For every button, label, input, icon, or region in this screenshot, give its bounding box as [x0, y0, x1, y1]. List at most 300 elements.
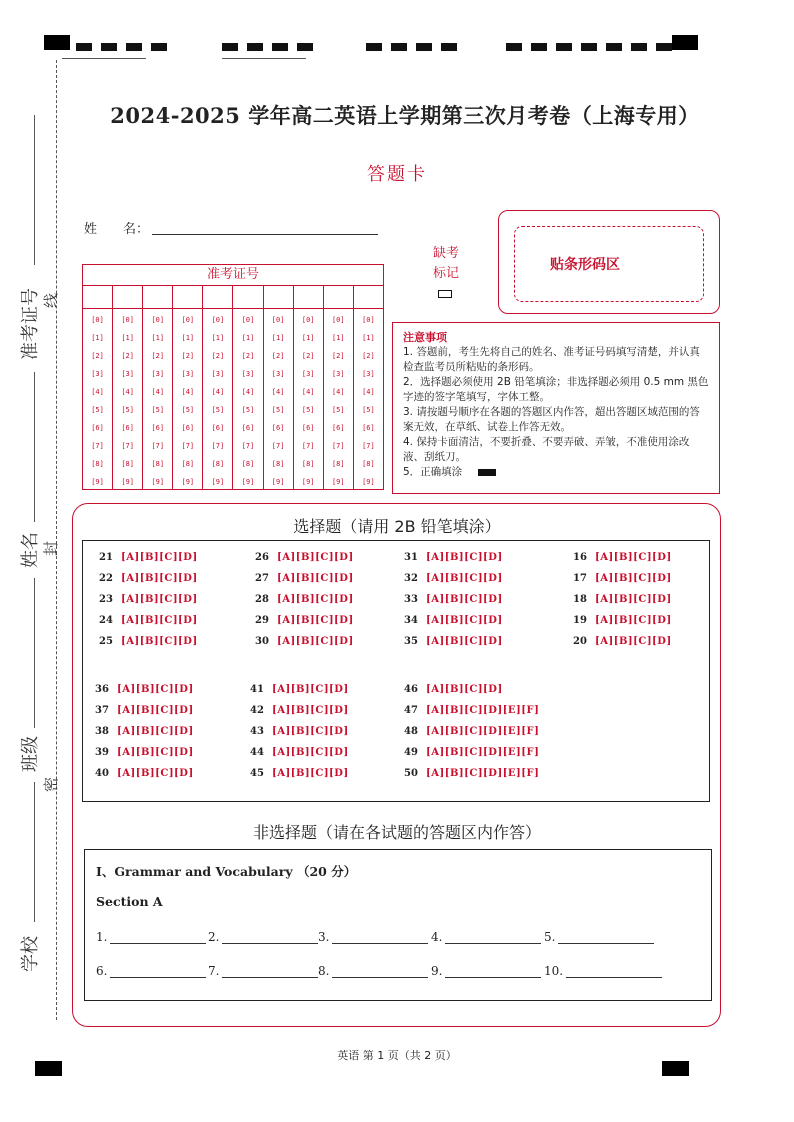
blank-number: 4.	[431, 930, 443, 944]
mc-question-number: 31	[404, 552, 418, 563]
exam-id-write-cell[interactable]	[143, 286, 172, 309]
instruction-item: 4. 保持卡面清洁，不要折叠、不要弄破、弄皱，不准使用涂改液、刮纸刀。	[403, 436, 690, 463]
exam-id-bubble[interactable]: [4]	[181, 388, 195, 396]
section-a-heading: Section A	[96, 894, 163, 909]
mc-answer-bubbles[interactable]: [A][B][C][D]	[426, 684, 503, 695]
mc-answer-bubbles[interactable]: [A][B][C][D]	[277, 594, 354, 605]
mc-answer-bubbles[interactable]: [A][B][C][D]	[272, 684, 349, 695]
exam-id-bubble[interactable]: [6]	[181, 424, 195, 432]
exam-id-bubble[interactable]: [7]	[151, 442, 165, 450]
exam-id-bubble[interactable]: [2]	[331, 352, 345, 360]
mc-question-row	[95, 726, 194, 737]
answer-blank	[318, 930, 428, 944]
exam-id-bubble[interactable]: [6]	[271, 424, 285, 432]
corner-mark-bottom-right	[662, 1061, 689, 1076]
mc-question-row	[250, 684, 349, 695]
corner-mark-bottom-left	[35, 1061, 62, 1076]
mc-answer-bubbles[interactable]: [A][B][C][D]	[426, 552, 503, 563]
exam-id-bubble[interactable]: [4]	[362, 388, 375, 396]
mc-answer-bubbles[interactable]: [A][B][C][D]	[117, 705, 194, 716]
corner-mark-top-right	[672, 35, 698, 50]
mc-question-number: 22	[99, 573, 113, 584]
mc-question-number: 46	[404, 684, 418, 695]
mc-answer-bubbles[interactable]: [A][B][C][D]	[277, 552, 354, 563]
mc-question-number: 20	[573, 636, 587, 647]
mc-answer-bubbles[interactable]: [A][B][C][D]	[426, 636, 503, 647]
blank-answer-line[interactable]	[332, 931, 428, 944]
mc-question-number: 49	[404, 747, 418, 758]
exam-id-column	[354, 286, 383, 490]
mc-question-row	[573, 594, 672, 605]
mc-answer-bubbles[interactable]: [A][B][C][D][E][F]	[426, 747, 540, 758]
mc-question-number: 50	[404, 768, 418, 779]
mc-question-number: 44	[250, 747, 264, 758]
exam-id-bubble[interactable]: [0]	[271, 316, 285, 324]
exam-id-bubble[interactable]: [6]	[211, 424, 225, 432]
exam-id-bubble[interactable]: [4]	[211, 388, 225, 396]
exam-id-bubble[interactable]: [9]	[211, 478, 225, 486]
mc-answer-bubbles[interactable]: [A][B][C][D]	[272, 726, 349, 737]
barcode-label: 贴条形码区	[550, 257, 620, 273]
mc-question-row	[255, 552, 354, 563]
mc-question-row	[573, 615, 672, 626]
exam-id-bubble[interactable]: [1]	[121, 334, 134, 342]
exam-id-bubble[interactable]: [1]	[362, 334, 375, 342]
exam-id-bubble[interactable]: [9]	[151, 478, 165, 486]
exam-id-bubble[interactable]: [1]	[181, 334, 195, 342]
mc-question-number: 18	[573, 594, 587, 605]
mc-question-number: 29	[255, 615, 269, 626]
exam-id-bubble[interactable]: [4]	[121, 388, 134, 396]
blank-answer-line[interactable]	[222, 965, 318, 978]
mc-question-number: 17	[573, 573, 587, 584]
instruction-item: 1. 答题前，考生先将自己的姓名、准考证号码填写清楚，并认真检查监考员所粘贴的条形码。	[403, 346, 700, 373]
mc-question-row	[404, 684, 503, 695]
timing-mark	[247, 43, 263, 51]
exam-id-bubble[interactable]: [6]	[331, 424, 345, 432]
mc-question-number: 45	[250, 768, 264, 779]
exam-id-bubble[interactable]: [5]	[362, 406, 375, 414]
mc-answer-bubbles[interactable]: [A][B][C][D]	[426, 615, 503, 626]
side-underline-class	[34, 578, 35, 728]
mc-answer-bubbles[interactable]: [A][B][C][D]	[595, 573, 672, 584]
side-label-seal: 封	[42, 540, 60, 556]
instructions-box	[392, 322, 720, 494]
grammar-vocab-heading: I、Grammar and Vocabulary （20 分）	[96, 864, 357, 879]
exam-id-bubble[interactable]: [2]	[362, 352, 375, 360]
exam-id-bubble[interactable]: [6]	[241, 424, 255, 432]
exam-id-bubble[interactable]: [9]	[91, 478, 104, 486]
exam-id-bubble[interactable]: [3]	[241, 370, 255, 378]
mc-question-row	[95, 768, 194, 779]
mc-question-number: 25	[99, 636, 113, 647]
exam-id-bubble[interactable]: [4]	[271, 388, 285, 396]
exam-id-bubble[interactable]: [4]	[301, 388, 315, 396]
exam-id-bubble[interactable]: [3]	[211, 370, 225, 378]
mc-question-number: 35	[404, 636, 418, 647]
exam-id-bubble[interactable]: [5]	[151, 406, 165, 414]
blank-answer-line[interactable]	[110, 965, 206, 978]
exam-id-bubble[interactable]: [5]	[211, 406, 225, 414]
blank-answer-line[interactable]	[558, 931, 654, 944]
mc-question-row	[255, 615, 354, 626]
exam-id-bubble[interactable]: [7]	[91, 442, 104, 450]
blank-number: 9.	[431, 964, 443, 978]
exam-id-bubble[interactable]: [5]	[91, 406, 104, 414]
mc-answer-bubbles[interactable]: [A][B][C][D]	[272, 747, 349, 758]
mc-question-row	[95, 747, 194, 758]
exam-id-bubble[interactable]: [6]	[121, 424, 134, 432]
mc-question-number: 27	[255, 573, 269, 584]
instructions-heading: 注意事项	[403, 331, 447, 344]
blank-number: 1.	[96, 930, 108, 944]
exam-id-bubble[interactable]: [7]	[181, 442, 195, 450]
exam-id-bubble[interactable]: [5]	[121, 406, 134, 414]
blank-number: 3.	[318, 930, 330, 944]
exam-id-write-cell[interactable]	[294, 286, 323, 309]
exam-id-bubble[interactable]: [7]	[301, 442, 315, 450]
exam-id-column	[173, 286, 203, 490]
side-label-line: 线	[42, 292, 60, 308]
side-underline-exam-id	[34, 115, 35, 265]
exam-id-bubble[interactable]: [3]	[181, 370, 195, 378]
fill-sample-mark	[478, 469, 496, 476]
exam-id-bubble[interactable]: [5]	[331, 406, 345, 414]
page-title: 2024-2025 学年高二英语上学期第三次月考卷（上海专用）	[110, 103, 700, 128]
absent-label	[430, 244, 462, 284]
exam-id-bubble[interactable]: [0]	[211, 316, 225, 324]
exam-id-bubble[interactable]: [1]	[301, 334, 315, 342]
exam-id-bubble[interactable]: [8]	[181, 460, 195, 468]
mc-answer-bubbles[interactable]: [A][B][C][D]	[121, 552, 198, 563]
mc-answer-bubbles[interactable]: [A][B][C][D][E][F]	[426, 705, 540, 716]
exam-id-bubble[interactable]: [9]	[301, 478, 315, 486]
instruction-item-5: 5．正确填涂	[403, 466, 463, 478]
mc-question-number: 48	[404, 726, 418, 737]
timing-mark	[222, 43, 238, 51]
exam-id-bubble[interactable]: [4]	[241, 388, 255, 396]
mc-question-number: 33	[404, 594, 418, 605]
timing-mark	[556, 43, 572, 51]
mc-question-row	[573, 573, 672, 584]
exam-id-bubble[interactable]: [6]	[301, 424, 315, 432]
corner-mark-top-left	[44, 35, 70, 50]
mc-question-number: 40	[95, 768, 109, 779]
exam-id-bubble[interactable]: [5]	[301, 406, 315, 414]
exam-id-bubble[interactable]: [2]	[271, 352, 285, 360]
side-label-class: 班级	[20, 736, 41, 772]
exam-id-bubble[interactable]: [8]	[331, 460, 345, 468]
mc-answer-bubbles[interactable]: [A][B][C][D]	[117, 768, 194, 779]
timing-mark	[297, 43, 313, 51]
mc-question-number: 19	[573, 615, 587, 626]
mc-answer-bubbles[interactable]: [A][B][C][D]	[277, 573, 354, 584]
exam-id-bubble[interactable]: [1]	[241, 334, 255, 342]
exam-id-bubble[interactable]: [0]	[151, 316, 165, 324]
mc-question-row	[95, 684, 194, 695]
blank-number: 10.	[544, 964, 564, 978]
exam-id-bubble[interactable]: [7]	[121, 442, 134, 450]
timing-mark	[76, 43, 92, 51]
exam-id-bubble[interactable]: [3]	[331, 370, 345, 378]
timing-mark	[631, 43, 647, 51]
exam-id-column	[113, 286, 143, 490]
exam-id-bubble[interactable]: [1]	[331, 334, 345, 342]
side-label-exam-id: 准考证号	[20, 288, 41, 360]
blank-number: 8.	[318, 964, 330, 978]
absent-label-line2: 标记	[432, 266, 459, 281]
exam-id-bubble[interactable]: [0]	[362, 316, 375, 324]
exam-id-bubble[interactable]: [2]	[91, 352, 104, 360]
exam-id-bubble[interactable]: [8]	[271, 460, 285, 468]
mc-question-row	[250, 705, 349, 716]
mc-question-row	[95, 705, 194, 716]
timing-mark	[126, 43, 142, 51]
mc-question-number: 32	[404, 573, 418, 584]
answer-card-subtitle: 答题卡	[367, 164, 427, 185]
exam-id-column	[264, 286, 294, 490]
exam-id-write-cell[interactable]	[264, 286, 293, 309]
mc-question-number: 42	[250, 705, 264, 716]
timing-underline	[222, 58, 306, 59]
exam-id-bubble[interactable]: [4]	[151, 388, 165, 396]
exam-id-bubble[interactable]: [0]	[181, 316, 195, 324]
absent-label-line1: 缺考	[432, 246, 459, 261]
exam-id-column	[203, 286, 233, 490]
mc-question-row	[573, 636, 672, 647]
exam-id-bubble[interactable]: [3]	[151, 370, 165, 378]
exam-id-bubble[interactable]: [2]	[121, 352, 134, 360]
mc-question-row	[404, 552, 503, 563]
exam-id-bubble[interactable]: [0]	[241, 316, 255, 324]
timing-mark	[656, 43, 672, 51]
side-underline-school	[34, 782, 35, 922]
exam-id-bubble[interactable]: [7]	[331, 442, 345, 450]
exam-id-bubble[interactable]: [9]	[121, 478, 134, 486]
timing-mark	[416, 43, 432, 51]
exam-id-bubble[interactable]: [7]	[271, 442, 285, 450]
exam-id-write-cell[interactable]	[113, 286, 142, 309]
mc-question-row	[404, 705, 539, 716]
answer-blank	[96, 930, 206, 944]
mc-answer-bubbles[interactable]: [A][B][C][D][E][F]	[426, 768, 540, 779]
timing-underline	[62, 58, 146, 59]
exam-id-bubble[interactable]: [0]	[331, 316, 345, 324]
mc-question-row	[99, 636, 198, 647]
mc-question-number: 47	[404, 705, 418, 716]
exam-id-bubble[interactable]: [6]	[91, 424, 104, 432]
mc-answer-bubbles[interactable]: [A][B][C][D]	[121, 573, 198, 584]
side-label-name: 姓名	[20, 532, 41, 568]
exam-id-grid	[82, 264, 384, 490]
exam-id-bubble[interactable]: [9]	[362, 478, 375, 486]
blank-answer-line[interactable]	[110, 931, 206, 944]
nmc-section-title: 非选择题（请在各试题的答题区内作答）	[252, 823, 541, 842]
mc-question-number: 16	[573, 552, 587, 563]
exam-id-bubble[interactable]: [7]	[362, 442, 375, 450]
mc-answer-bubbles[interactable]: [A][B][C][D]	[121, 615, 198, 626]
blank-answer-line[interactable]	[222, 931, 318, 944]
instruction-item	[403, 465, 709, 480]
mc-question-row	[404, 747, 539, 758]
exam-id-bubble[interactable]: [8]	[241, 460, 255, 468]
timing-mark	[506, 43, 522, 51]
exam-id-write-cell[interactable]	[233, 286, 262, 309]
blank-answer-line[interactable]	[566, 965, 662, 978]
answer-blank	[96, 964, 206, 978]
mc-answer-bubbles[interactable]: [A][B][C][D]	[595, 615, 672, 626]
answer-blank	[208, 964, 318, 978]
mc-question-number: 21	[99, 552, 113, 563]
mc-question-number: 28	[255, 594, 269, 605]
exam-id-column	[324, 286, 354, 490]
absent-checkbox[interactable]	[438, 290, 452, 298]
mc-question-number: 37	[95, 705, 109, 716]
exam-id-bubble[interactable]: [0]	[121, 316, 134, 324]
exam-id-bubble[interactable]: [8]	[121, 460, 134, 468]
mc-question-row	[99, 594, 198, 605]
timing-mark	[531, 43, 547, 51]
mc-question-number: 30	[255, 636, 269, 647]
exam-id-bubble[interactable]: [9]	[331, 478, 345, 486]
mc-question-number: 39	[95, 747, 109, 758]
exam-id-bubble[interactable]: [9]	[241, 478, 255, 486]
mc-question-number: 34	[404, 615, 418, 626]
side-underline-name	[34, 372, 35, 522]
exam-id-bubble[interactable]: [1]	[151, 334, 165, 342]
exam-id-bubble[interactable]: [1]	[211, 334, 225, 342]
mc-question-row	[250, 768, 349, 779]
blank-answer-line[interactable]	[332, 965, 428, 978]
exam-id-bubble[interactable]: [0]	[301, 316, 315, 324]
mc-question-number: 26	[255, 552, 269, 563]
mc-question-row	[573, 552, 672, 563]
exam-id-bubble[interactable]: [8]	[362, 460, 375, 468]
exam-id-write-cell[interactable]	[203, 286, 232, 309]
timing-mark	[366, 43, 382, 51]
mc-question-row	[404, 636, 503, 647]
side-label-secret: 密	[42, 776, 60, 792]
timing-mark	[151, 43, 167, 51]
blank-answer-line[interactable]	[445, 931, 541, 944]
exam-id-bubble[interactable]: [4]	[331, 388, 345, 396]
exam-id-bubble[interactable]: [2]	[301, 352, 315, 360]
mc-answer-bubbles[interactable]: [A][B][C][D]	[277, 615, 354, 626]
exam-id-bubble[interactable]: [2]	[151, 352, 165, 360]
mc-question-row	[404, 726, 539, 737]
exam-id-bubble[interactable]: [8]	[211, 460, 225, 468]
exam-id-bubble[interactable]: [8]	[301, 460, 315, 468]
exam-id-bubble[interactable]: [3]	[271, 370, 285, 378]
exam-id-bubble[interactable]: [3]	[301, 370, 315, 378]
exam-id-write-cell[interactable]	[354, 286, 383, 309]
timing-mark	[101, 43, 117, 51]
name-label: 姓 名：	[84, 222, 150, 237]
mc-answer-bubbles[interactable]: [A][B][C][D]	[121, 636, 198, 647]
exam-id-bubble[interactable]: [7]	[241, 442, 255, 450]
mc-answer-bubbles[interactable]: [A][B][C][D]	[595, 636, 672, 647]
side-label-school: 学校	[20, 936, 41, 972]
mc-answer-bubbles[interactable]: [A][B][C][D]	[595, 552, 672, 563]
mc-answer-bubbles[interactable]: [A][B][C][D]	[117, 684, 194, 695]
answer-blank	[544, 964, 662, 978]
exam-id-bubble[interactable]: [0]	[91, 316, 104, 324]
exam-id-bubble[interactable]: [5]	[241, 406, 255, 414]
mc-question-row	[404, 615, 503, 626]
exam-id-bubble[interactable]: [1]	[91, 334, 104, 342]
exam-id-header: 准考证号	[83, 265, 383, 286]
mc-answer-bubbles[interactable]: [A][B][C][D]	[426, 573, 503, 584]
mc-answer-bubbles[interactable]: [A][B][C][D]	[426, 594, 503, 605]
mc-question-row	[404, 594, 503, 605]
mc-question-row	[255, 594, 354, 605]
exam-id-bubble[interactable]: [2]	[241, 352, 255, 360]
mc-answer-bubbles[interactable]: [A][B][C][D]	[277, 636, 354, 647]
answer-blank	[431, 964, 541, 978]
mc-question-number: 43	[250, 726, 264, 737]
exam-id-bubble[interactable]: [4]	[91, 388, 104, 396]
blank-answer-line[interactable]	[445, 965, 541, 978]
exam-id-bubble[interactable]: [6]	[151, 424, 165, 432]
mc-answer-bubbles[interactable]: [A][B][C][D]	[272, 768, 349, 779]
exam-id-column	[233, 286, 263, 490]
mc-question-number: 38	[95, 726, 109, 737]
mc-answer-bubbles[interactable]: [A][B][C][D][E][F]	[426, 726, 540, 737]
timing-mark	[272, 43, 288, 51]
exam-id-bubble[interactable]: [5]	[271, 406, 285, 414]
blank-number: 2.	[208, 930, 220, 944]
exam-id-bubble[interactable]: [9]	[271, 478, 285, 486]
mc-question-number: 41	[250, 684, 264, 695]
blank-number: 7.	[208, 964, 220, 978]
exam-id-write-cell[interactable]	[324, 286, 353, 309]
mc-question-row	[250, 747, 349, 758]
mc-question-number: 36	[95, 684, 109, 695]
exam-id-bubble[interactable]: [1]	[271, 334, 285, 342]
exam-id-write-cell[interactable]	[83, 286, 112, 309]
mc-question-row	[99, 615, 198, 626]
exam-id-bubble[interactable]: [2]	[181, 352, 195, 360]
instruction-item: 3. 请按题号顺序在各题的答题区内作答，超出答题区域范围的答案无效，在草纸、试卷上作答无效。	[403, 406, 700, 433]
exam-id-bubble[interactable]: [9]	[181, 478, 195, 486]
exam-id-bubble[interactable]: [8]	[91, 460, 104, 468]
mc-answer-bubbles[interactable]: [A][B][C][D]	[121, 594, 198, 605]
timing-mark	[441, 43, 457, 51]
exam-id-bubble[interactable]: [6]	[362, 424, 375, 432]
mc-question-row	[99, 573, 198, 584]
exam-id-write-cell[interactable]	[173, 286, 202, 309]
name-field[interactable]	[152, 234, 378, 235]
answer-blank	[431, 930, 541, 944]
exam-id-bubble[interactable]: [2]	[211, 352, 225, 360]
mc-question-row	[404, 573, 503, 584]
mc-answer-bubbles[interactable]: [A][B][C][D]	[595, 594, 672, 605]
exam-id-bubble[interactable]: [3]	[121, 370, 134, 378]
mc-question-row	[404, 768, 539, 779]
exam-id-bubble[interactable]: [3]	[91, 370, 104, 378]
mc-section-title: 选择题（请用 2B 铅笔填涂）	[293, 517, 501, 536]
mc-answer-bubbles[interactable]: [A][B][C][D]	[272, 705, 349, 716]
exam-id-bubble[interactable]: [8]	[151, 460, 165, 468]
answer-blank	[318, 964, 428, 978]
mc-answer-bubbles[interactable]: [A][B][C][D]	[117, 726, 194, 737]
mc-answer-bubbles[interactable]: [A][B][C][D]	[117, 747, 194, 758]
exam-id-bubble[interactable]: [3]	[362, 370, 375, 378]
instruction-item: 2．选择题必须使用 2B 铅笔填涂；非选择题必须用 0.5 mm 黑色字迹的签字笔填写，字体工整。	[403, 376, 709, 403]
mc-question-number: 23	[99, 594, 113, 605]
exam-id-bubble[interactable]: [7]	[211, 442, 225, 450]
exam-id-bubble[interactable]: [5]	[181, 406, 195, 414]
